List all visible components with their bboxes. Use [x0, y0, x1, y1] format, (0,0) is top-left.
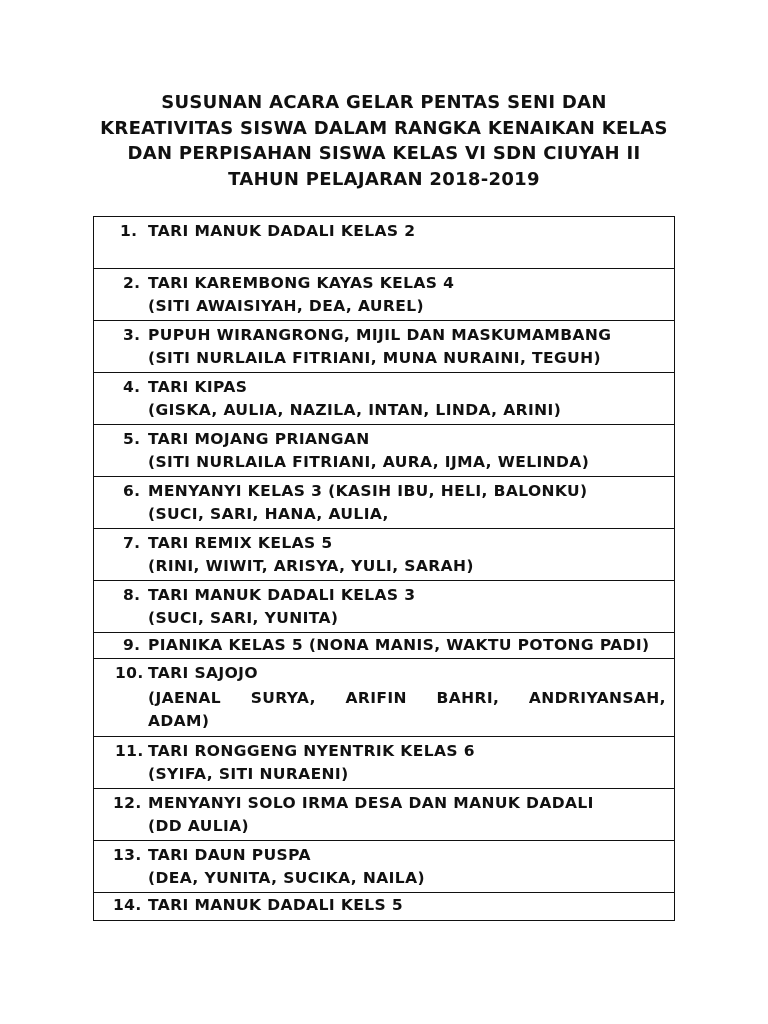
program-row-9: [94, 633, 674, 659]
item-number: 9.: [123, 636, 141, 654]
item-performers: (RINI, WIWIT, ARISYA, YULI, SARAH): [148, 557, 474, 575]
item-performers: (SYIFA, SITI NURAENI): [148, 765, 349, 783]
program-row-13: [94, 841, 674, 893]
item-number: 5.: [123, 430, 141, 448]
program-row-3: [94, 321, 674, 373]
item-number: 10.: [115, 664, 144, 682]
program-row-11: [94, 737, 674, 789]
program-row-14: [94, 893, 674, 920]
item-title: TARI KIPAS: [148, 378, 248, 396]
item-number: 6.: [123, 482, 141, 500]
document-title: [0, 90, 768, 192]
item-title: PUPUH WIRANGRONG, MIJIL DAN MASKUMAMBANG: [148, 326, 612, 344]
program-row-1: [94, 217, 674, 269]
item-performers: (SUCI, SARI, YUNITA): [148, 609, 339, 627]
item-title: TARI KAREMBONG KAYAS KELAS 4: [148, 274, 455, 292]
item-number: 4.: [123, 378, 141, 396]
item-title: MENYANYI SOLO IRMA DESA DAN MANUK DADALI: [148, 794, 594, 812]
item-number: 7.: [123, 534, 141, 552]
item-performers: (DD AULIA): [148, 817, 250, 835]
item-performers: (SITI AWAISIYAH, DEA, AUREL): [148, 297, 424, 315]
program-row-4: [94, 373, 674, 425]
item-number: 13.: [113, 846, 142, 864]
item-performers: [148, 689, 666, 707]
performer-word: ARIFIN: [345, 689, 407, 707]
item-number: 14.: [113, 896, 142, 914]
item-number: 12.: [113, 794, 142, 812]
item-title: MENYANYI KELAS 3 (KASIH IBU, HELI, BALONKU): [148, 482, 588, 500]
item-performers: (SITI NURLAILA FITRIANI, AURA, IJMA, WELINDA): [148, 453, 590, 471]
item-performers: (DEA, YUNITA, SUCIKA, NAILA): [148, 869, 425, 887]
item-title: TARI DAUN PUSPA: [148, 846, 311, 864]
performer-word: BAHRI,: [436, 689, 500, 707]
program-row-7: [94, 529, 674, 581]
program-row-2: [94, 269, 674, 321]
program-row-5: [94, 425, 674, 477]
item-performers: (SUCI, SARI, HANA, AULIA,: [148, 505, 389, 523]
item-title: TARI SAJOJO: [148, 664, 258, 682]
program-row-8: [94, 581, 674, 633]
item-performers: (GISKA, AULIA, NAZILA, INTAN, LINDA, ARINI): [148, 401, 562, 419]
performer-word: ANDRIYANSAH,: [528, 689, 666, 707]
title-line-2: KREATIVITAS SISWA DALAM RANGKA KENAIKAN KELAS: [100, 117, 668, 139]
item-number: 11.: [115, 742, 144, 760]
item-title: TARI MANUK DADALI KELAS 2: [148, 222, 416, 240]
item-number: 8.: [123, 586, 141, 604]
item-title: TARI MANUK DADALI KELS 5: [148, 896, 404, 914]
title-line-4: TAHUN PELAJARAN 2018-2019: [228, 168, 540, 190]
program-row-10: [94, 659, 674, 737]
item-title: TARI REMIX KELAS 5: [148, 534, 333, 552]
performer-word: SURYA,: [250, 689, 316, 707]
item-performers-continued: ADAM): [148, 712, 210, 730]
item-performers: (SITI NURLAILA FITRIANI, MUNA NURAINI, TEGUH): [148, 349, 601, 367]
title-line-3: DAN PERPISAHAN SISWA KELAS VI SDN CIUYAH II: [127, 143, 641, 164]
performer-word: (JAENAL: [148, 689, 222, 707]
title-line-1: SUSUNAN ACARA GELAR PENTAS SENI DAN: [161, 92, 607, 113]
item-title: TARI MOJANG PRIANGAN: [148, 430, 370, 448]
item-title: PIANIKA KELAS 5 (NONA MANIS, WAKTU POTONG PADI): [148, 636, 650, 654]
program-row-6: [94, 477, 674, 529]
item-title: TARI MANUK DADALI KELAS 3: [148, 586, 416, 604]
item-number: 1.: [120, 222, 138, 240]
program-table: [93, 216, 675, 921]
item-number: 3.: [123, 326, 141, 344]
program-row-12: [94, 789, 674, 841]
item-title: TARI RONGGENG NYENTRIK KELAS 6: [148, 742, 475, 760]
item-number: 2.: [123, 274, 141, 292]
